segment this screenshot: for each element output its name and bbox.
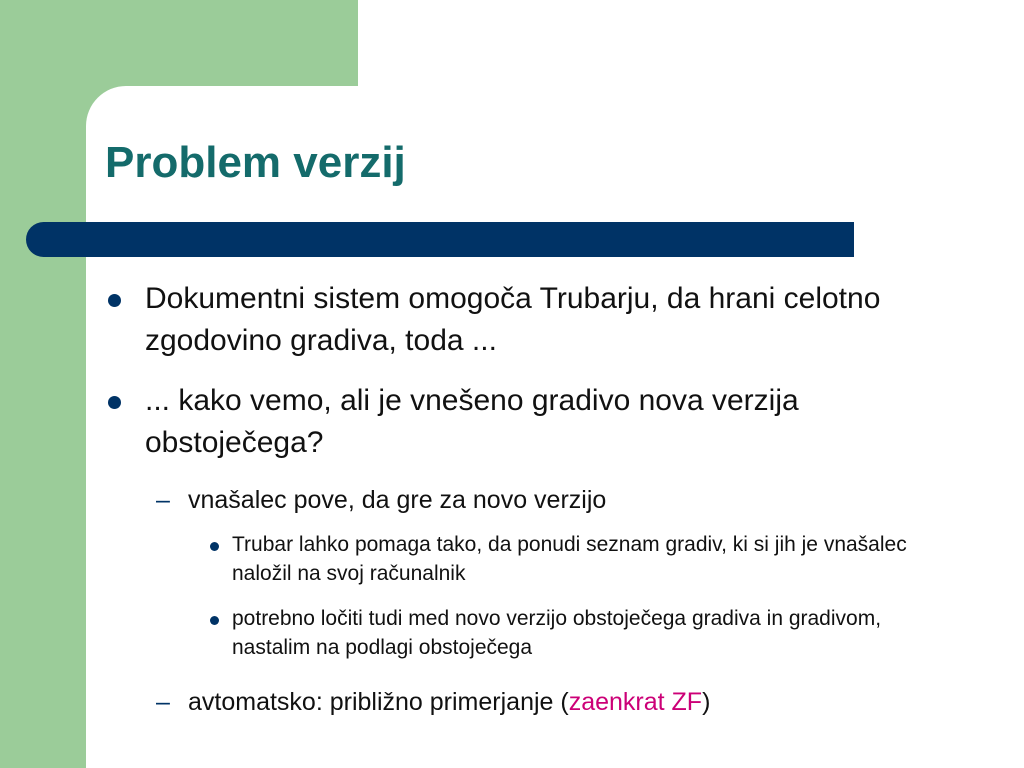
list-item: Trubar lahko pomaga tako, da ponudi seznam gradiv, ki si jih je vnašalec naložil na svoj računalnik	[232, 533, 907, 585]
bullet-dot-icon	[210, 616, 219, 625]
list-item-text-end: )	[702, 688, 711, 716]
highlight-text: zaenkrat ZF	[568, 688, 703, 716]
list-item: Dokumentni sistem omogoča Trubarju, da hrani celotno zgodovino gradiva, toda ...	[145, 282, 881, 357]
list-item: potrebno ločiti tudi med novo verzijo obstoječega gradiva in gradivom, nastalim na podlagi obstoječega	[232, 607, 882, 659]
list-item	[188, 685, 908, 719]
list-item: vnašalec pove, da gre za novo verzijo	[188, 486, 607, 514]
dash-icon: –	[156, 688, 170, 716]
bullet-dot-icon	[210, 542, 219, 551]
bullet-dot-icon	[108, 396, 121, 409]
slide-title: Problem verzij	[105, 138, 406, 187]
list-item-text: avtomatsko: približno primerjanje (	[188, 688, 569, 716]
list-item: ... kako vemo, ali je vnešeno gradivo nova verzija obstoječega?	[145, 384, 799, 459]
dash-icon: –	[156, 486, 170, 514]
bullet-dot-icon	[108, 294, 121, 307]
